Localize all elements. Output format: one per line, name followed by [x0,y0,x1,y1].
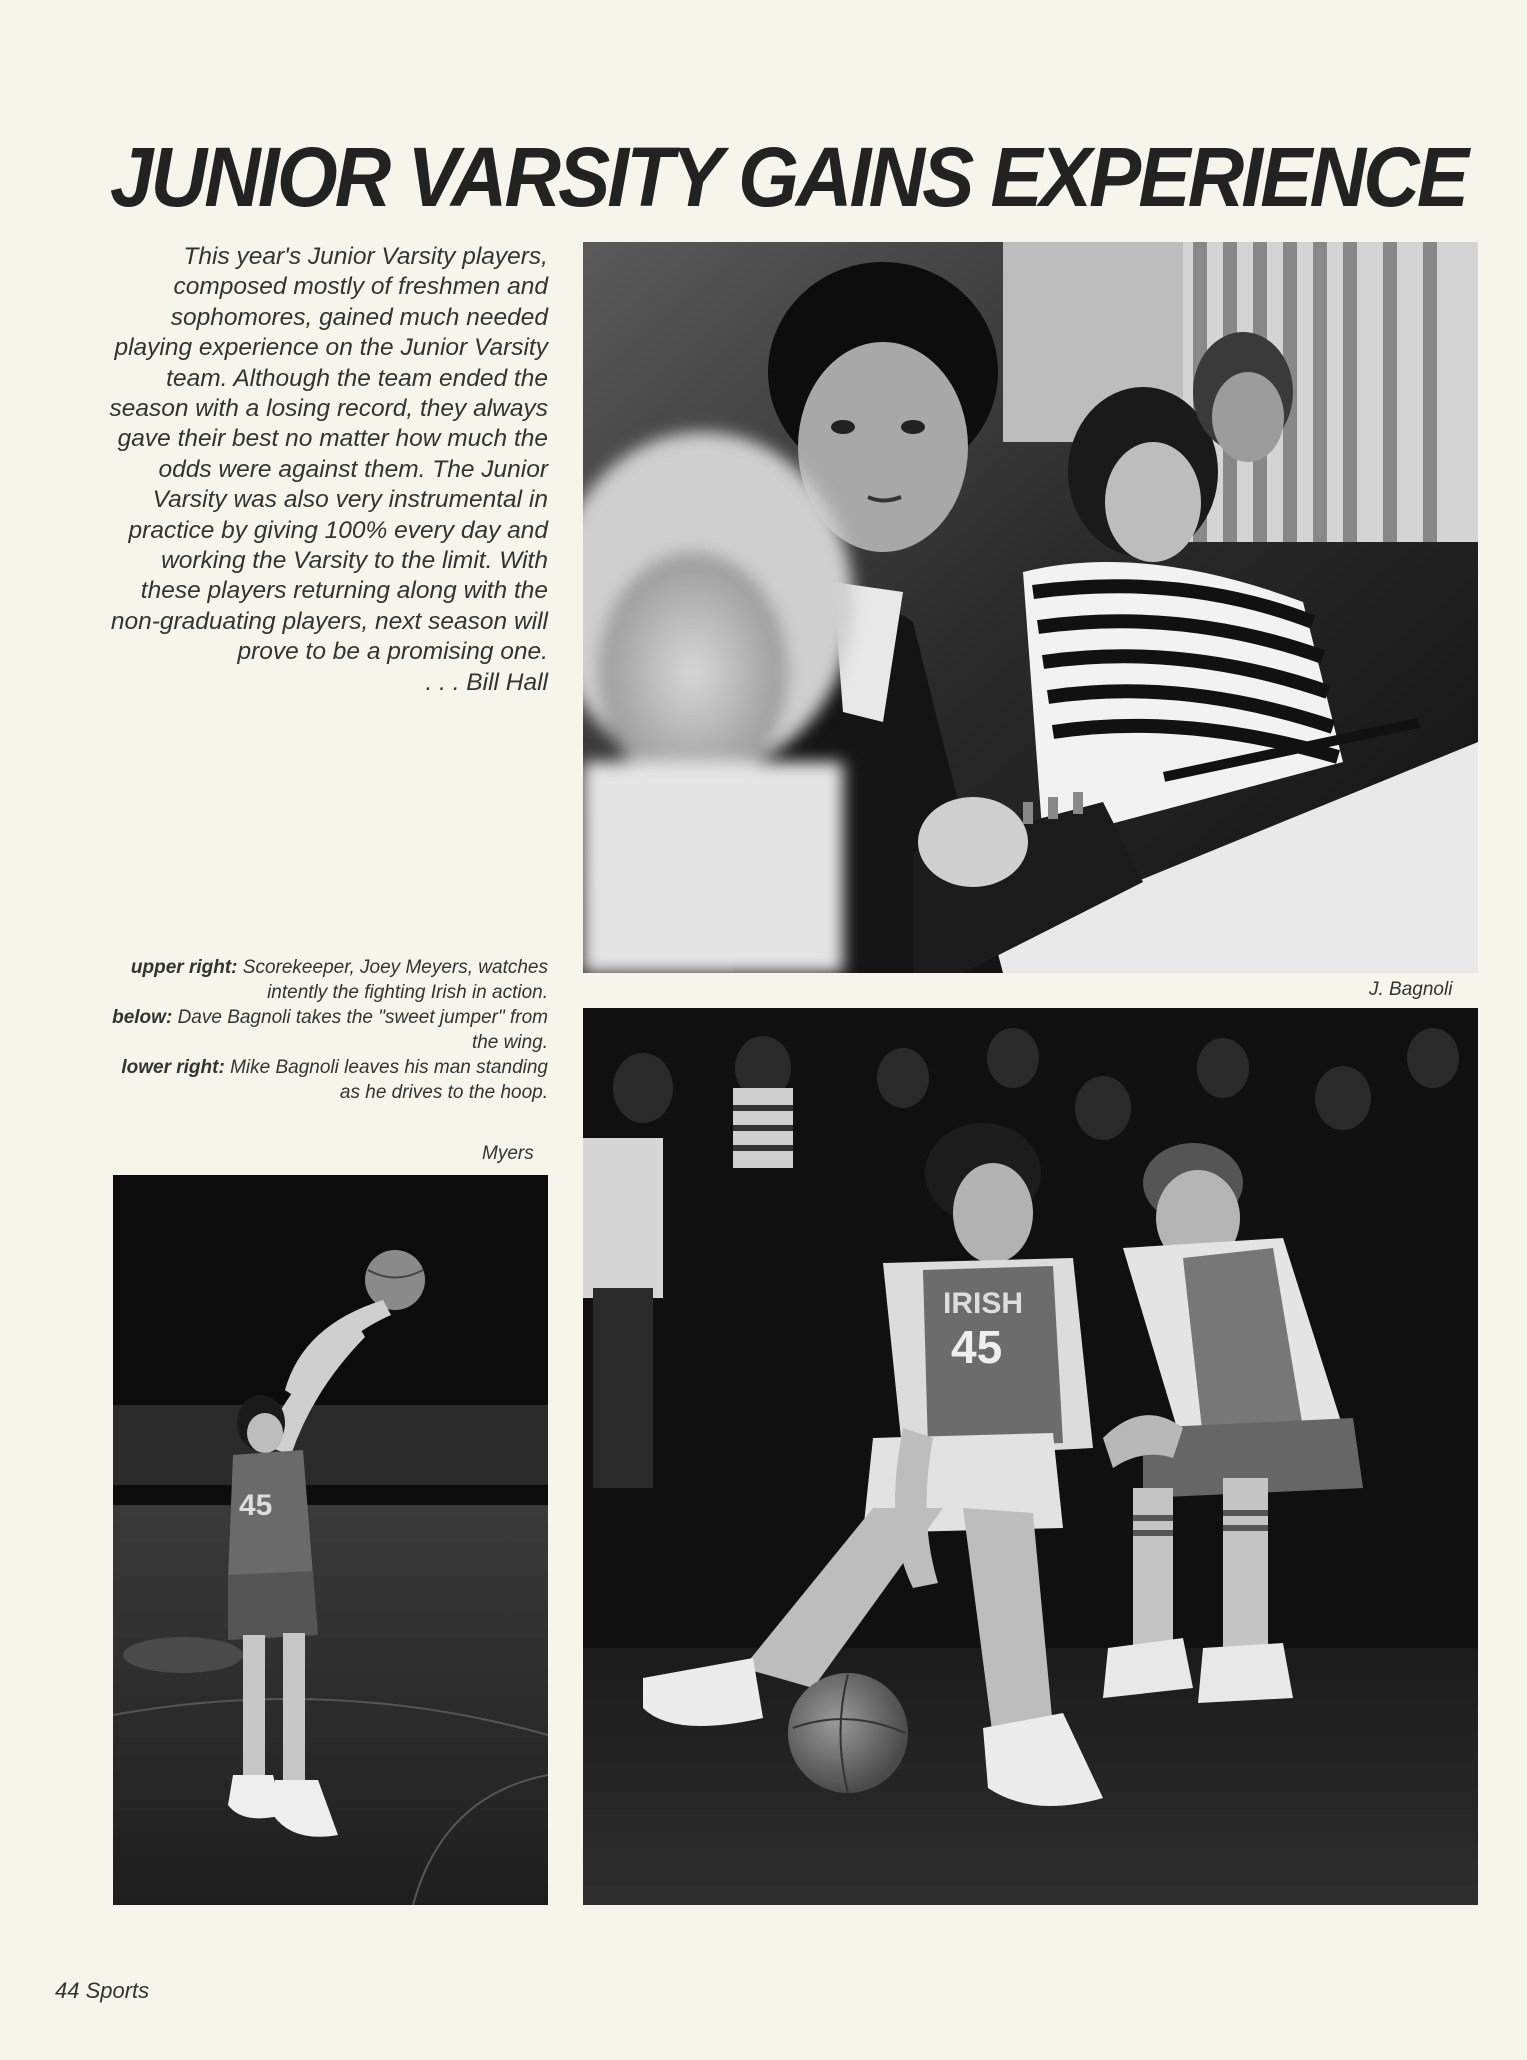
story-body: This year's Junior Varsity players, composed mostly of freshmen and sophomores, gained much needed playing experience on the Junior Varsity team. Although the team ended the season with a losing record, they always gave their best no matter how much the odds were against them. The Junior Varsity was also very instrumental in practice by giving 100% every day and working the Varsity to the limit. With these players returning along with the non-graduating players, next season will prove to be a promising one. [109,243,548,666]
drive-to-hoop-photo [583,1008,1478,1905]
caption-upper-right [100,955,548,1005]
story-byline: . . . Bill Hall [425,668,548,696]
page-headline: JUNIOR VARSITY GAINS EXPERIENCE [110,130,1467,224]
caption-label: upper right: [130,957,238,978]
scorekeeper-photo [583,242,1478,973]
caption-text: Dave Bagnoli takes the "sweet jumper" from the wing. [177,1007,548,1053]
caption-label: below: [112,1007,173,1028]
page-folio: 44 Sports [55,1978,150,2003]
caption-block [100,955,548,1105]
caption-photo-credit: Myers [482,1143,534,1164]
caption-below [100,1005,548,1055]
jump-shot-photo [113,1175,548,1905]
story-text-block [100,242,548,698]
top-photo-credit: J. Bagnoli [1369,979,1453,1000]
caption-label: lower right: [121,1057,225,1078]
jersey-text: IRISH [943,1287,1024,1320]
caption-text: Mike Bagnoli leaves his man standing as he drives to the hoop. [230,1057,548,1103]
caption-text: Scorekeeper, Joey Meyers, watches intently the fighting Irish in action. [242,957,548,1003]
jersey-number: 45 [951,1321,1003,1373]
caption-lower-right [100,1055,548,1105]
jersey-number: 45 [239,1489,273,1522]
